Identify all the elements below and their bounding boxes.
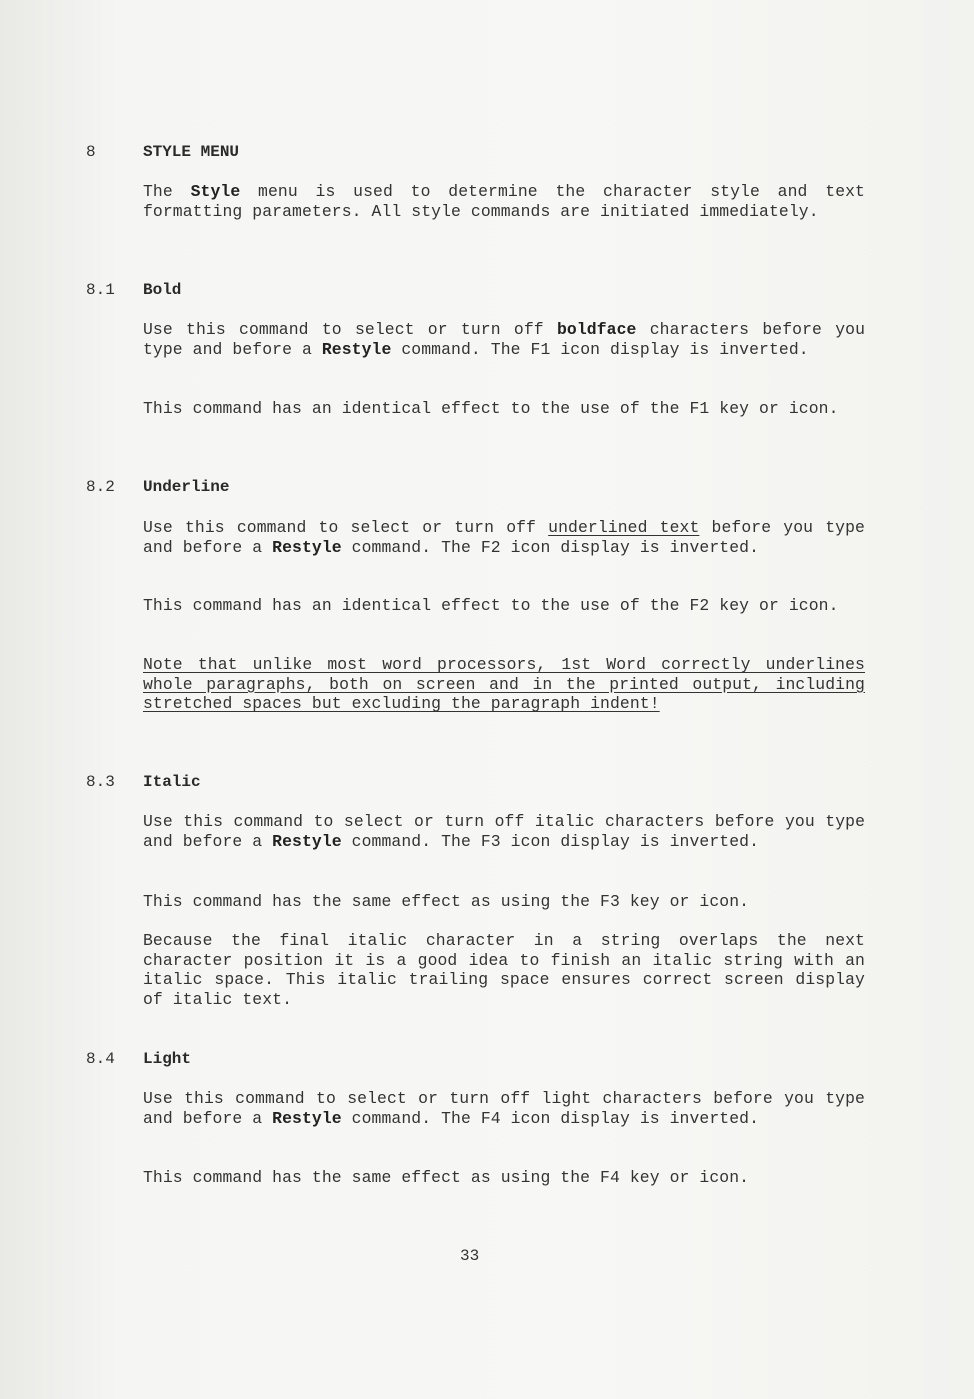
paragraph-style-intro: The Style menu is used to determine the character style and text formatting parameters. All style commands are initiated immediately. bbox=[143, 182, 865, 221]
paragraph-bold-f1: This command has an identical effect to the use of the F1 key or icon. bbox=[143, 399, 839, 418]
section-title: Underline bbox=[143, 478, 230, 496]
paragraph-light-usage: Use this command to select or turn off light characters before you type and before a Restyle command. The F4 icon display is inverted. bbox=[143, 1089, 865, 1128]
section-number: 8.3 bbox=[86, 773, 115, 791]
page-number: 33 bbox=[460, 1247, 480, 1265]
paragraph-italic-usage: Use this command to select or turn off italic characters before you type and before a Restyle command. The F3 icon display is inverted. bbox=[143, 812, 865, 851]
section-title: Bold bbox=[143, 281, 182, 299]
paragraph-underline-note: Note that unlike most word processors, 1st Word correctly underlines whole paragraphs, both on screen and in the printed output, including stretched spaces but excluding the paragraph indent! bbox=[143, 655, 865, 714]
section-title: Light bbox=[143, 1050, 192, 1068]
section-number: 8.2 bbox=[86, 478, 115, 496]
paragraph-italic-trailing-space: Because the final italic character in a string overlaps the next character position it is a good idea to finish an italic string with an italic space. This italic trailing space ensures correct screen display of italic text. bbox=[143, 931, 865, 1010]
section-number: 8.1 bbox=[86, 281, 115, 299]
paragraph-underline-f2: This command has an identical effect to the use of the F2 key or icon. bbox=[143, 596, 839, 615]
section-title: STYLE MENU bbox=[143, 143, 240, 161]
paragraph-italic-f3: This command has the same effect as using the F3 key or icon. bbox=[143, 892, 750, 911]
paragraph-underline-usage: Use this command to select or turn off underlined text before you type and before a Restyle command. The F2 icon display is inverted. bbox=[143, 518, 865, 557]
section-title: Italic bbox=[143, 773, 201, 791]
paragraph-bold-usage: Use this command to select or turn off boldface characters before you type and before a Restyle command. The F1 icon display is inverted. bbox=[143, 320, 866, 359]
paragraph-light-f4: This command has the same effect as using the F4 key or icon. bbox=[143, 1168, 750, 1187]
section-number: 8.4 bbox=[86, 1050, 115, 1068]
section-number: 8 bbox=[86, 143, 96, 161]
